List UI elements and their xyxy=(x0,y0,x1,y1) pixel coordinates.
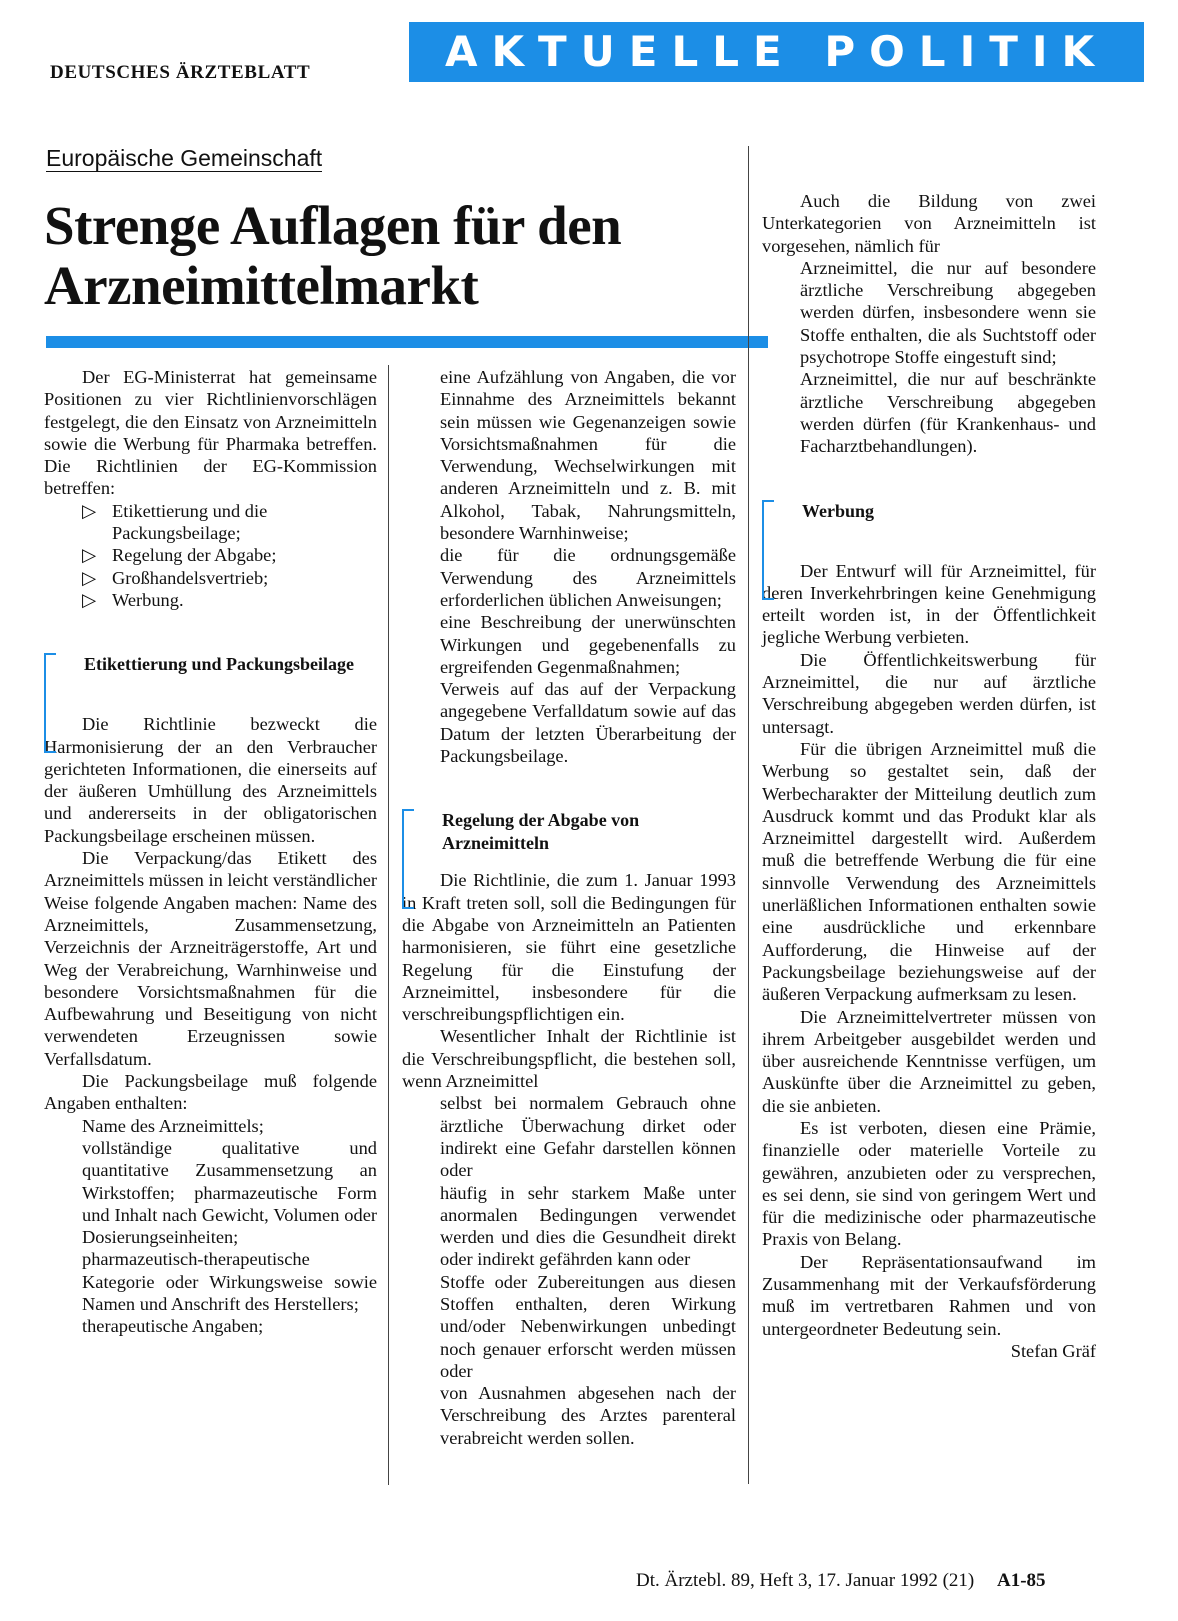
list-item: vollständige qualitative und quantitative Zusammensetzung an Wirkstoffen; pharmazeutische Form und Inhalt nach Gewicht, Volumen oder Dosierungseinheiten; xyxy=(82,1137,377,1248)
bullet-item xyxy=(44,589,377,611)
subsection-marker-bar xyxy=(402,809,414,909)
bullet-item xyxy=(44,567,377,589)
column-2 xyxy=(402,366,736,1449)
bullet-text: Etikettierung und die Packungsbeilage; xyxy=(112,500,268,544)
list-item: eine Aufzählung von Angaben, die vor Einnahme des Arzneimittels bekannt sein müssen wie Gegenanzeigen sowie Vorsichtsmaßnahmen für die Verwendung, Wechselwirkungen mit anderen Arzneimitteln und z. B. mit Alkohol, Tabak, Nahrungsmitteln, besondere Warnhinweise; xyxy=(440,367,736,544)
bullet-text: Regelung der Abgabe; xyxy=(112,545,277,566)
bullet-text: Großhandelsvertrieb; xyxy=(112,567,269,588)
footer-citation: Dt. Ärztebl. 89, Heft 3, 17. Januar 1992 (21) xyxy=(636,1570,975,1591)
list-item: die für die ordnungsgemäße Verwendung des Arzneimittels erforderlichen üblichen Anweisungen; xyxy=(440,545,736,610)
subsection-heading: Regelung der Abgabe von Arzneimitteln xyxy=(442,810,640,854)
paragraph: Für die übrigen Arzneimittel muß die Werbung so gestaltet sein, daß der Werbecharakter der Mitteilung deutlich zum Ausdruck kommt und das Produkt klar als Arzneimittel dargestellt wird. Außerdem muß die betreffende Werbung die für eine sinnvolle Verwendung des Arzneimittels unerläßlichen Informationen enthalten sowie eine ausdrückliche und erkennbare Aufforderung, die Hinweise auf der Packungsbeilage beziehungsweise auf der äußeren Verpackung aufmerksam zu lesen. xyxy=(762,738,1096,1005)
intro-paragraph: Der EG-Ministerrat hat gemeinsame Positionen zu vier Richtlinienvorschlägen festgelegt, die den Einsatz von Arzneimitteln sowie die Werbung für Pharmaka betreffen. Die Richtlinien der EG-Kommission betreffen: xyxy=(44,367,377,499)
paragraph: Auch die Bildung von zwei Unterkategorien von Arzneimitteln ist vorgesehen, nämlich für xyxy=(762,191,1096,256)
bullet-item xyxy=(44,500,377,545)
publication-masthead: DEUTSCHES ÄRZTEBLATT xyxy=(50,62,311,83)
paragraph: Die Arzneimittelvertreter müssen von ihrem Arbeitgeber ausgebildet werden und über ausreichende Kenntnisse verfügen, um Auskünfte über die Arzneimittel zu geben, die sie anbieten. xyxy=(762,1006,1096,1116)
triangle-bullet-icon: ▷ xyxy=(82,545,97,566)
triangle-bullet-icon: ▷ xyxy=(82,589,97,610)
list-item: häufig in sehr starkem Maße unter anormalen Bedingungen verwendet werden und dies die Gesundheit direkt oder indirekt gefährden kann oder xyxy=(440,1182,736,1270)
list-item: therapeutische Angaben; xyxy=(82,1316,264,1337)
section-banner: AKTUELLE POLITIK xyxy=(409,22,1144,82)
subsection-heading: Etikettierung und Packungsbeilage xyxy=(84,654,355,675)
column-divider-2 xyxy=(748,146,749,1484)
subsection-marker-bar xyxy=(762,500,774,600)
list-item: Stoffe oder Zubereitungen aus diesen Stoffen enthalten, deren Wirkung und/oder Nebenwirkungen unbedingt noch genauer erforscht werden müssen oder xyxy=(440,1271,736,1381)
subsection-abgabe xyxy=(402,809,736,879)
article-headline xyxy=(44,196,764,316)
page-footer xyxy=(636,1570,1046,1592)
column-divider-1 xyxy=(388,365,389,1485)
list-item: von Ausnahmen abgesehen nach der Verschreibung des Arztes parenteral verabreicht werden sollen. xyxy=(440,1383,736,1448)
list-item: pharmazeutisch-therapeutische Kategorie oder Wirkungsweise sowie Namen und Anschrift des Herstellers; xyxy=(82,1249,377,1314)
triangle-bullet-icon: ▷ xyxy=(82,500,97,521)
subsection-etikettierung xyxy=(44,653,377,723)
column-3 xyxy=(762,190,1096,1362)
headline-line-1: Strenge Auflagen für den xyxy=(44,195,622,256)
triangle-bullet-icon: ▷ xyxy=(82,567,97,588)
subsection-werbung xyxy=(762,500,1096,570)
column-1 xyxy=(44,366,377,1338)
paragraph: Die Öffentlichkeitswerbung für Arzneimittel, die nur auf ärztliche Verschreibung abgegeben werden dürfen, ist untersagt. xyxy=(762,649,1096,737)
article-kicker: Europäische Gemeinschaft xyxy=(46,145,323,171)
subsection-heading: Werbung xyxy=(802,500,875,521)
bullet-text: Werbung. xyxy=(112,589,184,610)
list-item: Verweis auf das auf der Verpackung angegebene Verfalldatum sowie auf das Datum der letzten Überarbeitung der Packungsbeilage. xyxy=(440,679,736,767)
list-item: eine Beschreibung der unerwünschten Wirkungen und gegebenenfalls zu ergreifenden Gegenmaßnahmen; xyxy=(440,612,736,677)
paragraph: Die Packungsbeilage muß folgende Angaben enthalten: xyxy=(44,1071,377,1114)
paragraph: Die Verpackung/das Etikett des Arzneimittels müssen in leicht verständlicher Weise folgende Angaben machen: Name des Arzneimittels, Zusammensetzung, Verzeichnis der Arzneiträgerstoffe, Art und Weg der Verabreichung, Warnhinweise und besondere Vorsichtsmaßnahmen für die Aufbewahrung und Beseitigung von nicht verwendeten Erzeugnissen sowie Verfallsdatum. xyxy=(44,848,377,1069)
list-item: Arzneimittel, die nur auf beschränkte ärztliche Verschreibung abgegeben werden dürfen (für Krankenhaus- und Facharztbehandlungen). xyxy=(800,369,1096,457)
paragraph: Die Richtlinie bezweckt die Harmonisierung der an den Verbraucher gerichteten Informationen, die einerseits auf der äußeren Umhüllung des Arzneimittels und andererseits in der obligatorischen Packungsbeilage erscheinen müssen. xyxy=(44,714,377,846)
author-byline: Stefan Gräf xyxy=(1010,1340,1096,1361)
paragraph: Wesentlicher Inhalt der Richtlinie ist die Verschreibungspflicht, die bestehen soll, wenn Arzneimittel xyxy=(402,1026,736,1092)
headline-underline-bar xyxy=(46,336,768,348)
page-number: A1-85 xyxy=(996,1570,1046,1591)
list-item: Name des Arzneimittels; xyxy=(82,1115,264,1136)
list-item: Arzneimittel, die nur auf besondere ärztliche Verschreibung abgegeben werden dürfen, insbesondere wenn sie Stoffe enthalten, die als Suchtstoff oder psychotrope Stoffe eingestuft sind; xyxy=(800,257,1096,368)
paragraph: Die Richtlinie, die zum 1. Januar 1993 in Kraft treten soll, soll die Bedingungen für die Abgabe von Arzneimitteln an Patienten harmonisieren, sie führt eine gesetzliche Regelung für die Einstufung der Arzneimittel, insbesondere für die verschreibungspflichtigen ein. xyxy=(402,870,736,1025)
headline-line-2: Arzneimittelmarkt xyxy=(44,255,479,316)
paragraph: Es ist verboten, diesen eine Prämie, finanzielle oder materielle Vorteile zu gewähren, anzubieten oder zu versprechen, es sei denn, sie sind von geringem Wert und für die medizinische oder pharmazeutische Praxis von Belang. xyxy=(762,1117,1096,1250)
bullet-item xyxy=(44,544,377,566)
paragraph: Der Repräsentationsaufwand im Zusammenhang mit der Verkaufsförderung muß im vertretbaren Rahmen und von untergeordneter Bedeutung sein. xyxy=(762,1251,1096,1339)
subsection-marker-bar xyxy=(44,653,56,753)
paragraph: Der Entwurf will für Arzneimittel, für deren Inverkehrbringen keine Genehmigung erteilt worden ist, in der Öffentlichkeit jegliche Werbung verbieten. xyxy=(762,560,1096,648)
list-item: selbst bei normalem Gebrauch ohne ärztliche Überwachung dirket oder indirekt eine Gefahr darstellen können oder xyxy=(440,1093,736,1181)
